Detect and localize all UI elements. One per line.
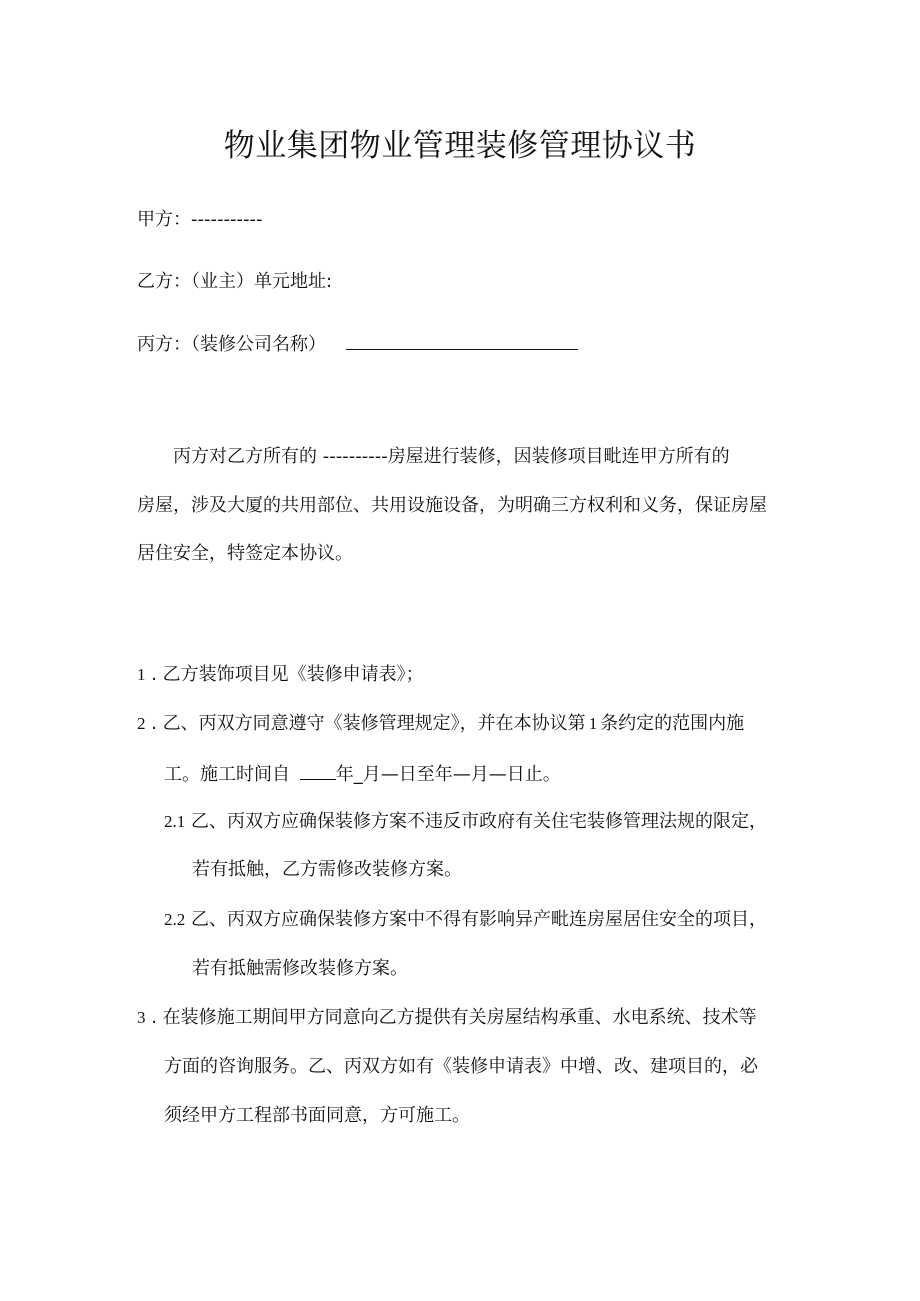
party-b-line [137,270,332,294]
party-a-label: 甲方： [137,209,191,230]
clause-3-line-1 [137,1006,757,1030]
clause-3-number: 3 [137,1008,146,1027]
clause-2-year-blank [300,761,336,780]
clause-2-1-number: 2.1 [164,812,186,831]
clause-2-line-1 [137,712,744,736]
party-b-label: 乙方：（业主）单元地址: [137,271,333,292]
clause-2-line-2 [164,761,561,787]
party-a-value: ----------- [191,209,263,230]
clause-2-text-b: 条约定的范围内施 [600,713,745,734]
clause-2-text-a: . 乙、丙双方同意遵守《装修管理规定》，并在本协议第 [151,713,586,734]
clause-2-1-line-1 [164,810,767,834]
clause-1-text: . 乙方装饰项目见《装修申请表》； [151,664,424,685]
preamble-line-2: 房屋，涉及大厦的共用部位、共用设施设备，为明确三方权利和义务，保证房屋 [137,495,767,516]
party-c-label: 丙方：（装修公司名称） [137,334,326,355]
preamble-line-3: 居住安全，特签定本协议。 [137,543,353,564]
clause-3-line-2: 方面的咨询服务。乙、丙双方如有《装修申请表》中增、改、建项目的，必 [164,1056,758,1077]
clause-2-2-line-1 [164,908,767,932]
preamble-line1-dashes: ---------- [322,446,388,467]
preamble-line1-pre: 丙方对乙方所有的 [173,446,317,467]
document-title: 物业集团物业管理装修管理协议书 [223,128,697,164]
preamble-line1-post: 房屋进行装修，因装修项目毗连甲方所有的 [387,446,730,467]
clause-2-2-number: 2.2 [164,910,186,929]
clause-1-number: 1 [137,665,146,684]
clause-2-number: 2 [137,714,146,733]
clause-2-line2-pre: 工。施工时间自 [164,764,290,785]
clause-2-1-text: 乙、丙双方应确保装修方案不违反市政府有关住宅装修管理法规的限定， [190,811,767,832]
clause-2-2-line-2: 若有抵触需修改装修方案。 [192,958,408,979]
party-c-blank [346,331,578,350]
clause-2-ref: 1 [588,714,598,733]
clause-2-line2-post: 年_月—日至年—月—日止。 [335,764,561,785]
clause-2-2-text: 乙、丙双方应确保装修方案中不得有影响异产毗连房屋居住安全的项目， [190,909,767,930]
preamble-line-1 [173,445,730,469]
clause-3-line-3: 须经甲方工程部书面同意，方可施工。 [164,1105,470,1126]
clause-2-1-line-2: 若有抵触，乙方需修改装修方案。 [192,859,462,880]
clause-3-text: . 在装修施工期间甲方同意向乙方提供有关房屋结构承重、水电系统、技术等 [151,1007,757,1028]
party-a-line [137,208,262,232]
clause-1 [137,663,424,687]
party-c-line [137,331,578,357]
